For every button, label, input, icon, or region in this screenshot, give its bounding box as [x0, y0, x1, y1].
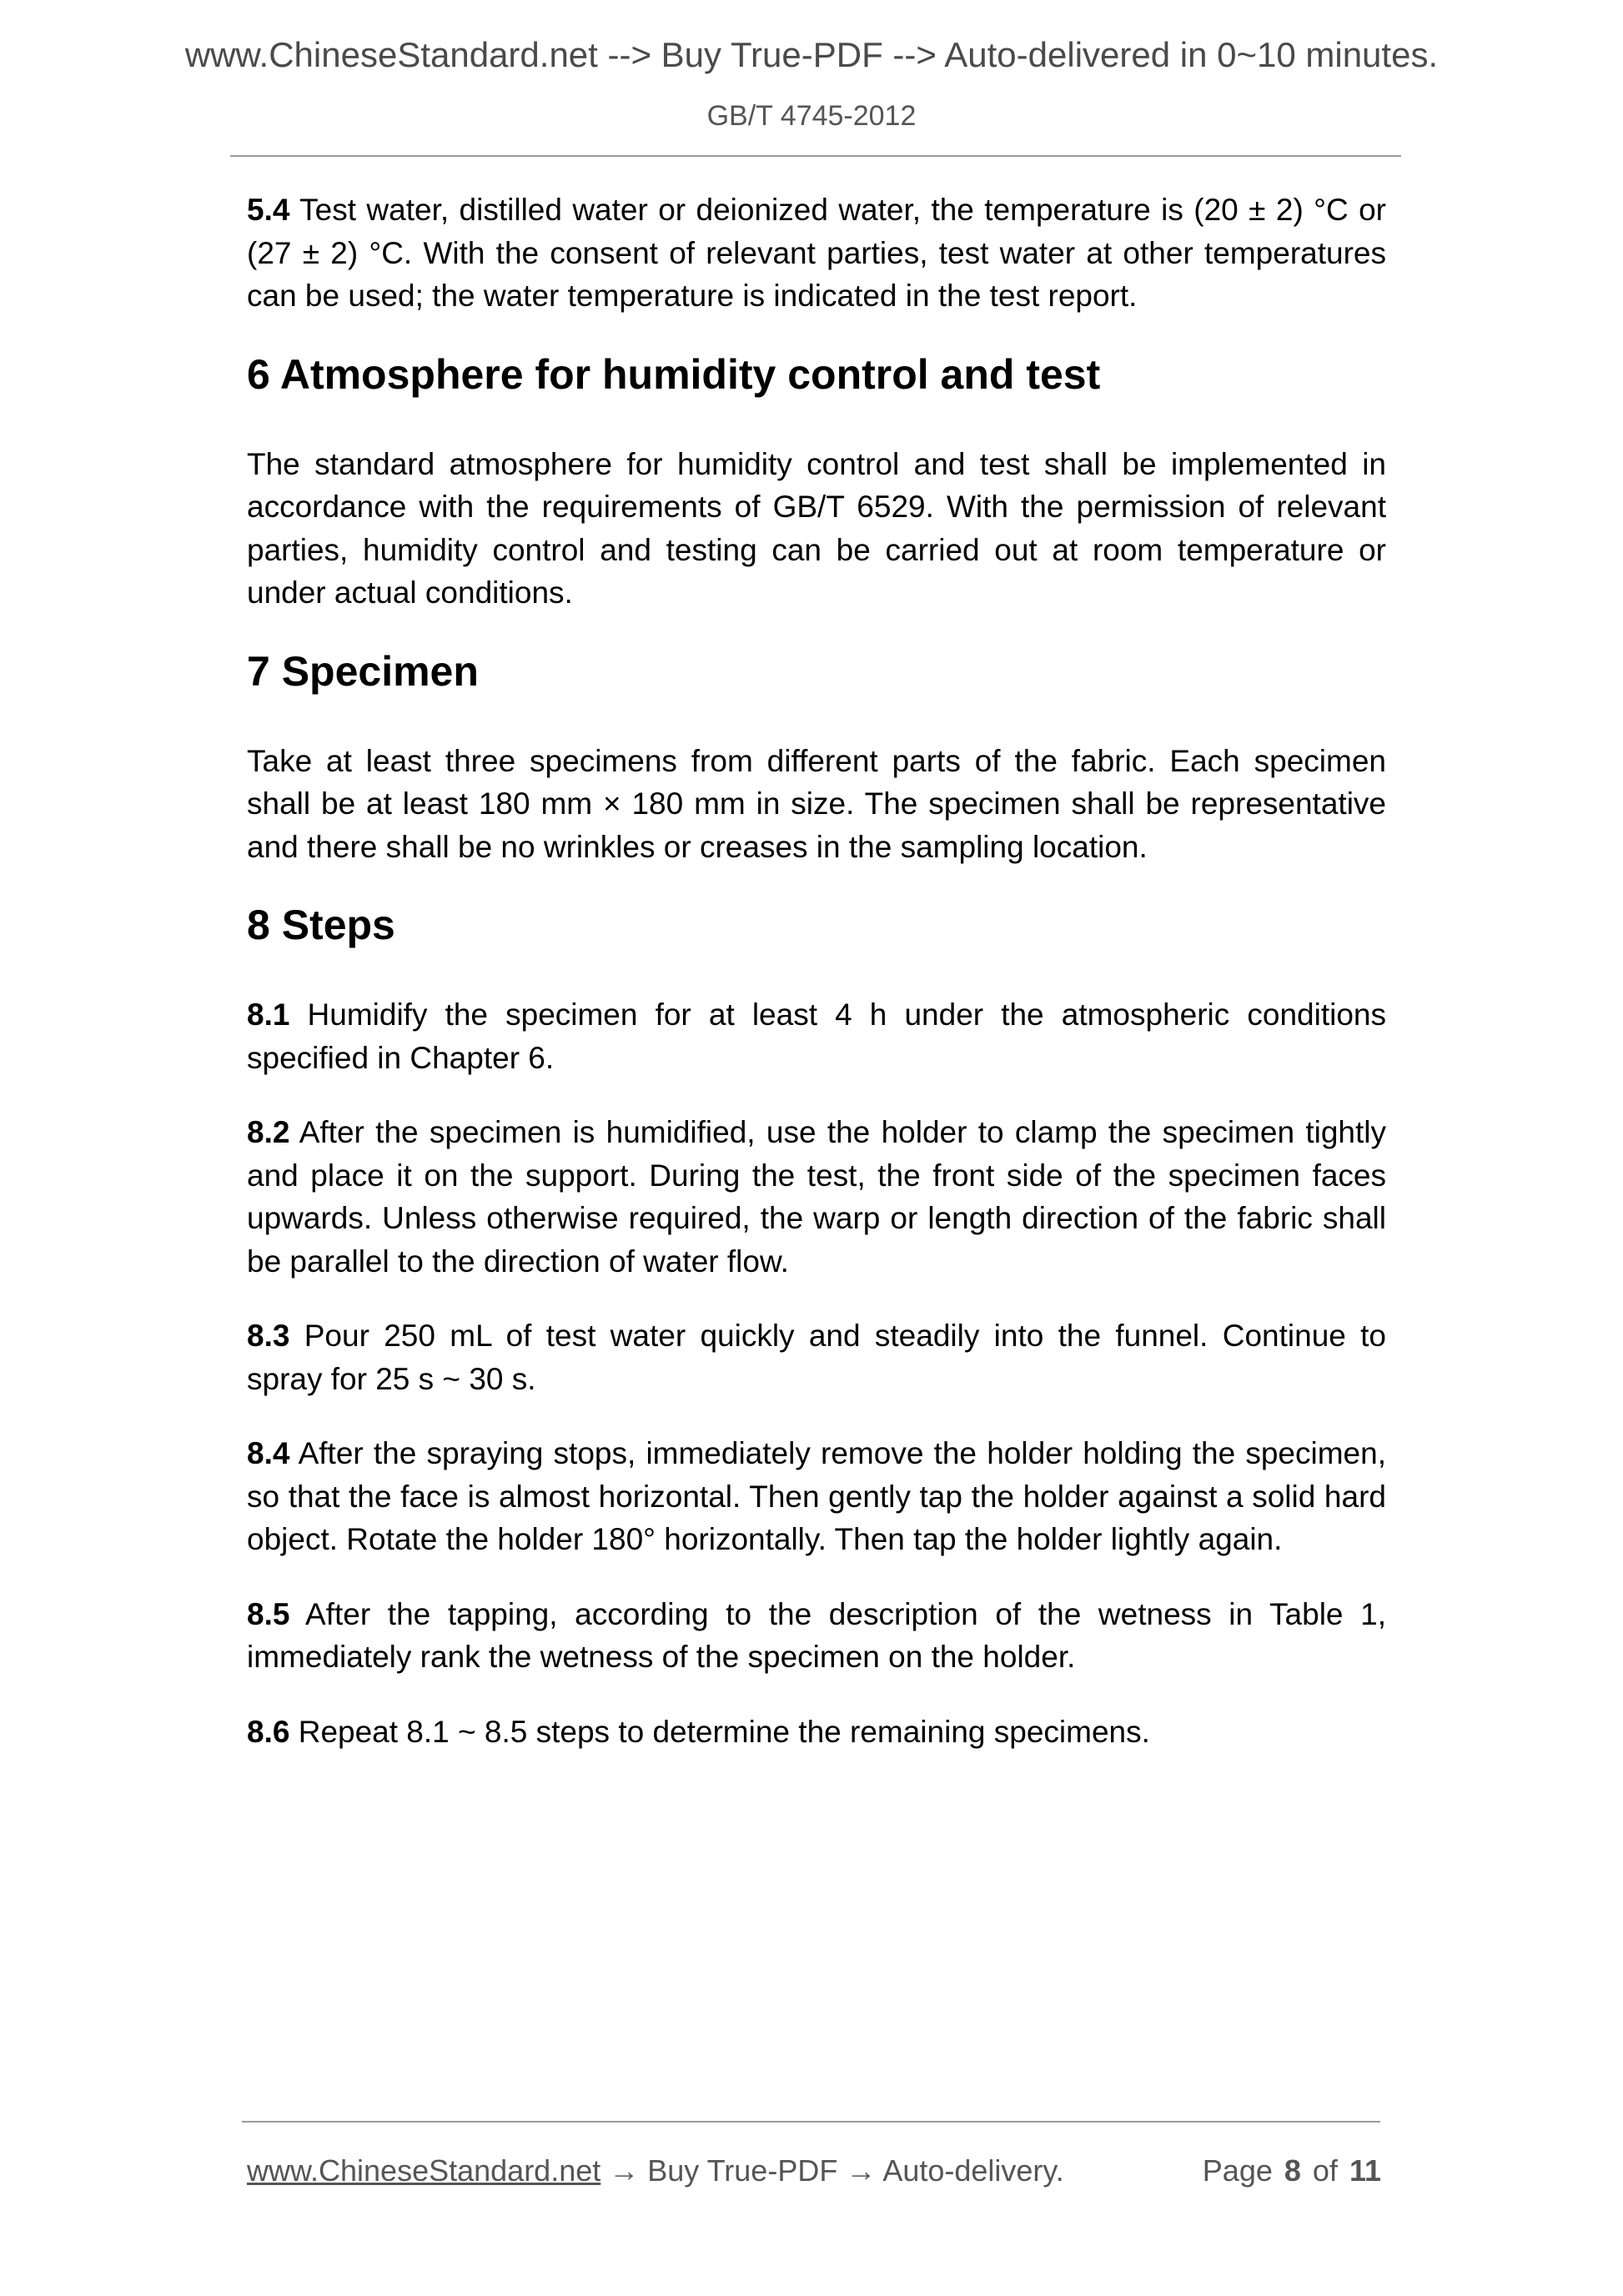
page-current: 8: [1284, 2153, 1301, 2188]
clause-number: 8.6: [247, 1714, 290, 1749]
header-banner: www.ChineseStandard.net --> Buy True-PDF --> Auto-delivered in 0~10 minutes.: [184, 35, 1439, 74]
clause-number: 5.4: [247, 193, 290, 227]
clause-8-5: [247, 1593, 1386, 1679]
section-6-text: The standard atmosphere for humidity control and test shall be implemented in accordance with the requirements of GB/T 6529. With the permission of relevant parties, humidity control and testing can be carried out at room temperature or under actual conditions.: [247, 446, 1386, 610]
clause-text: Humidify the specimen for at least 4 h under the atmospheric conditions specified in Chapter 6.: [247, 997, 1386, 1075]
page-of: of: [1312, 2153, 1338, 2188]
footer-promo-text: → Buy True-PDF → Auto-delivery.: [600, 2153, 1064, 2188]
section-7-text: Take at least three specimens from different parts of the fabric. Each specimen shall be at least 180 mm × 180 mm in size. The specimen shall be representative and there shall be no wrinkles or creases in the sampling location.: [247, 743, 1386, 864]
page-indicator: [1203, 2153, 1381, 2188]
clause-8-1: [247, 993, 1386, 1079]
section-8-heading: 8 Steps: [247, 902, 395, 948]
clause-5-4: [247, 188, 1386, 318]
clause-8-4: [247, 1432, 1386, 1561]
clause-number: 8.1: [247, 997, 290, 1032]
header-divider: [230, 155, 1401, 157]
clause-number: 8.3: [247, 1319, 290, 1353]
clause-text: Repeat 8.1 ~ 8.5 steps to determine the remaining specimens.: [298, 1714, 1150, 1749]
clause-text: After the spraying stops, immediately remove the holder holding the specimen, so that the face is almost horizontal. Then gently tap the holder against a solid hard object. Rotate the holder 180° horizontally. Then tap the holder lightly again.: [247, 1436, 1386, 1556]
clause-8-3: [247, 1314, 1386, 1400]
clause-text: Pour 250 mL of test water quickly and steadily into the funnel. Continue to spray for 25 s ~ 30 s.: [247, 1319, 1387, 1396]
standard-code: GB/T 4745-2012: [706, 100, 917, 132]
clause-text: After the tapping, according to the description of the wetness in Table 1, immediately rank the wetness of the specimen on the holder.: [247, 1596, 1386, 1674]
page-content: [247, 188, 1386, 1785]
clause-text: Test water, distilled water or deionized water, the temperature is (20 ± 2) °C or (27 ± 2) °C. With the consent of relevant parties, test water at other temperatures can be used; the water temperature is indicated in the test report.: [247, 193, 1386, 313]
clause-number: 8.4: [247, 1436, 290, 1470]
clause-8-2: [247, 1111, 1386, 1283]
clause-number: 8.2: [247, 1115, 290, 1149]
clause-text: After the specimen is humidified, use the holder to clamp the specimen tightly and place it on the support. During the test, the front side of the specimen faces upwards. Unless otherwise required, the warp or length direction of the fabric shall be parallel to the direction of water flow.: [247, 1115, 1386, 1279]
section-7-heading: 7 Specimen: [247, 647, 479, 695]
footer-divider: [242, 2121, 1380, 2123]
page-total: 11: [1349, 2153, 1381, 2188]
page-label: Page: [1202, 2153, 1273, 2188]
clause-number: 8.5: [247, 1596, 290, 1631]
clause-8-6: [247, 1711, 1386, 1754]
section-6-heading: 6 Atmosphere for humidity control and test: [247, 350, 1101, 398]
page-footer: [247, 2153, 1381, 2188]
footer-promo: [247, 2153, 1064, 2188]
footer-site-link[interactable]: www.ChineseStandard.net: [247, 2153, 601, 2188]
